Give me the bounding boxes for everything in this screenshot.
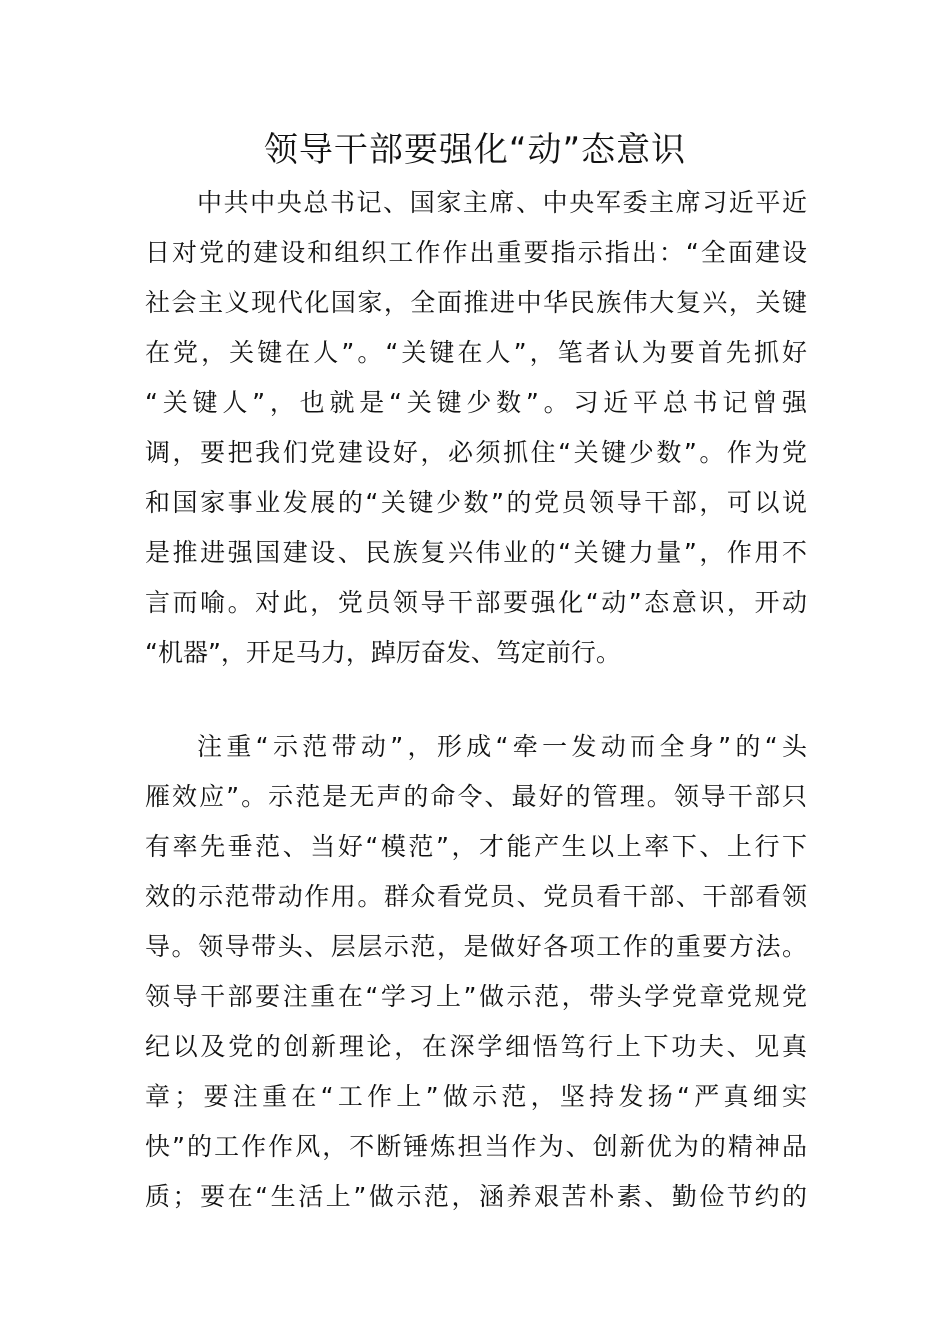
paragraph-line: 言而喻。对此，党员领导干部要强化“动”态意识，开动 — [145, 588, 807, 617]
paragraph-line: 调，要把我们党建设好，必须抓住“关键少数”。作为党 — [145, 438, 807, 467]
paragraph-line: 日对党的建设和组织工作作出重要指示指出：“全面建设 — [145, 238, 807, 267]
paragraph-line: “机器”，开足马力，踔厉奋发、笃定前行。 — [145, 638, 621, 667]
paragraph-line: 注重“示范带动”，形成“牵一发动而全身”的“头 — [197, 732, 807, 761]
paragraph-line: 是推进强国建设、民族复兴伟业的“关键力量”，作用不 — [145, 538, 807, 567]
paragraph-1 — [145, 178, 807, 678]
paragraph-line: 领导干部要注重在“学习上”做示范，带头学党章党规党 — [145, 982, 807, 1011]
paragraph-line: 质；要在“生活上”做示范，涵养艰苦朴素、勤俭节约的 — [145, 1182, 807, 1211]
document-title: 领导干部要强化“动”态意识 — [263, 130, 687, 170]
paragraph-line: 有率先垂范、当好“模范”，才能产生以上率下、上行下 — [145, 832, 807, 861]
paragraph-line: 和国家事业发展的“关键少数”的党员领导干部，可以说 — [145, 488, 807, 517]
paragraph-line: 雁效应”。示范是无声的命令、最好的管理。领导干部只 — [145, 782, 807, 811]
paragraph-line: 在党，关键在人”。“关键在人”，笔者认为要首先抓好 — [145, 338, 807, 367]
paragraph-2 — [145, 722, 807, 1222]
paragraph-line: 中共中央总书记、国家主席、中央军委主席习近平近 — [197, 188, 807, 217]
paragraph-line: 效的示范带动作用。群众看党员、党员看干部、干部看领 — [145, 882, 807, 911]
paragraph-line: “关键人”，也就是“关键少数”。习近平总书记曾强 — [145, 388, 807, 417]
paragraph-line: 快”的工作作风，不断锤炼担当作为、创新优为的精神品 — [145, 1132, 807, 1161]
paragraph-line: 章；要注重在“工作上”做示范，坚持发扬“严真细实 — [145, 1082, 807, 1111]
paragraph-line: 纪以及党的创新理论，在深学细悟笃行上下功夫、见真 — [145, 1032, 807, 1061]
paragraph-line: 社会主义现代化国家，全面推进中华民族伟大复兴，关键 — [145, 288, 807, 317]
paragraph-line: 导。领导带头、层层示范，是做好各项工作的重要方法。 — [145, 932, 807, 961]
